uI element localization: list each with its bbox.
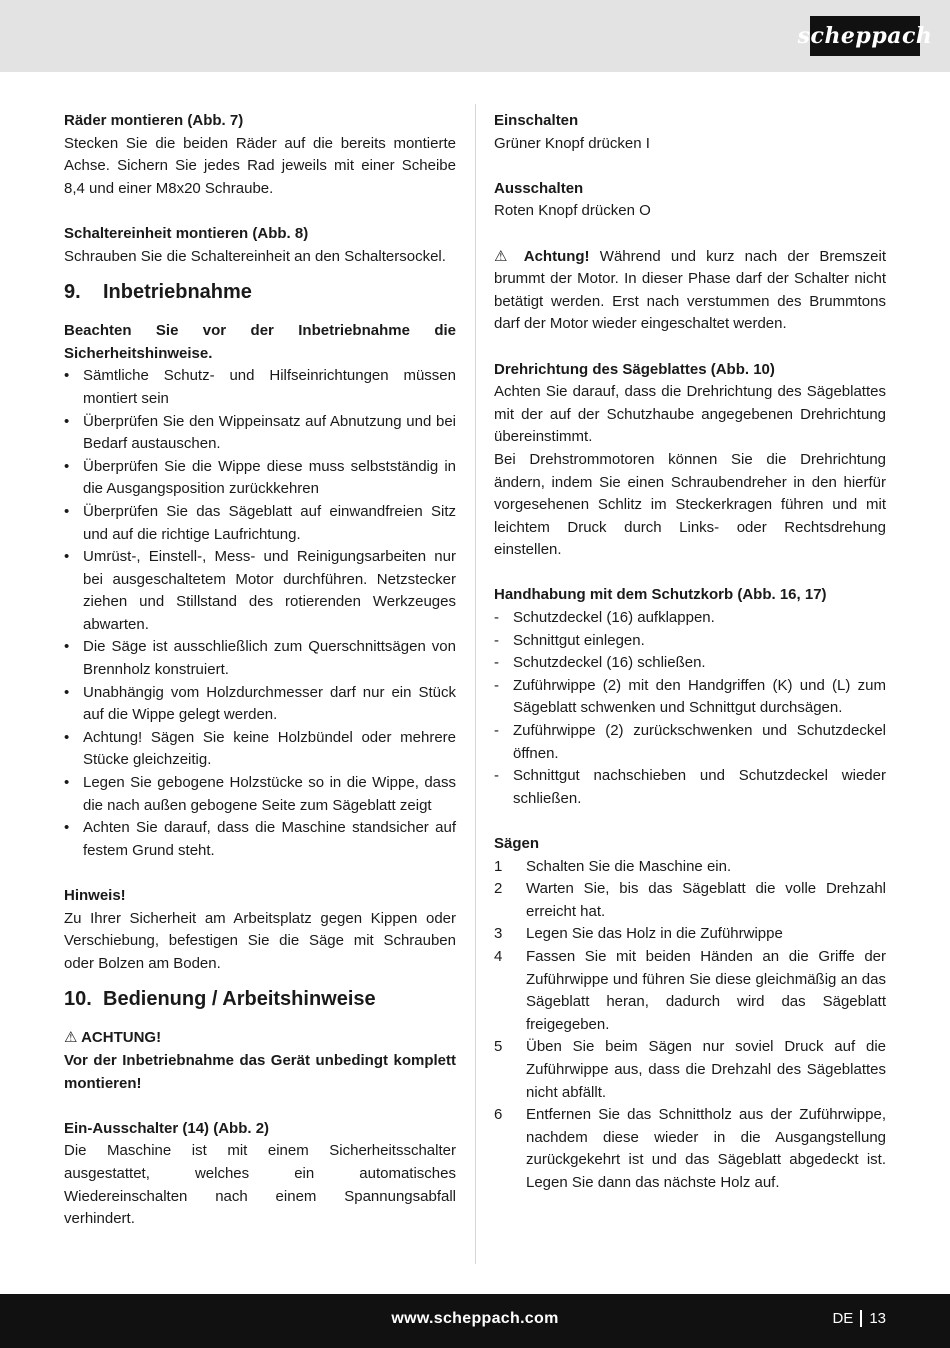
sawing-steps xyxy=(494,856,886,1195)
page-number: 13 xyxy=(869,1310,886,1327)
step-number: 3 xyxy=(494,925,503,943)
list-item: • Achten Sie darauf, dass die Maschine standsicher auf festem Grund steht. xyxy=(64,817,456,862)
on-text: Grüner Knopf drücken I xyxy=(494,134,650,152)
language-code: DE xyxy=(832,1310,854,1327)
caution-text: Während und kurz nach der Bremszeit brummt der Motor. In dieser Phase darf der Schalter nicht betätigt werden. Erst nach verstummen des Brummtons darf der Motor wieder eingeschaltet werden. xyxy=(494,247,887,333)
step-number: 5 xyxy=(494,1038,503,1056)
rotation-text-2: Bei Drehstrommotoren können Sie die Drehrichtung ändern, indem Sie einen Schraubendreher in den hierfür vorgesehenen Schlitz im Steckerkragen führen und mit leichtem Druck durch Links- oder Rechtsdrehung einstellen. xyxy=(494,450,886,559)
step-number: 4 xyxy=(494,947,503,965)
warning-heading xyxy=(64,1027,456,1050)
step-text: Fassen Sie mit beiden Händen an die Griffe der Zuführwippe und führen Sie diese gleichmäßig an das Sägeblatt heran, dadurch wird das Sägeblatt freigegeben. xyxy=(526,947,886,1033)
basket-steps xyxy=(494,607,886,810)
warning-triangle-icon: ⚠ xyxy=(494,247,514,265)
off-text: Roten Knopf drücken O xyxy=(494,202,651,220)
section-10-title xyxy=(64,985,456,1013)
list-item xyxy=(494,856,886,879)
list-item: - Schutzdeckel (16) schließen. xyxy=(494,652,886,675)
step-text: Üben Sie beim Sägen nur soviel Druck auf die Zuführwippe aus, dass die Drehzahl des Sägeblattes nicht abfällt. xyxy=(526,1038,886,1101)
page-separator xyxy=(860,1310,862,1327)
list-item: • Überprüfen Sie das Sägeblatt auf einwandfreien Sitz und auf die richtige Laufrichtung. xyxy=(64,501,456,546)
section-10-number: 10. xyxy=(64,988,92,1011)
list-item xyxy=(494,1036,886,1104)
step-text: Schalten Sie die Maschine ein. xyxy=(526,857,732,875)
list-item: • Sämtliche Schutz- und Hilfseinrichtungen müssen montiert sein xyxy=(64,365,456,410)
onoff-text: Die Maschine ist mit einem Sicherheitsschalter ausgestattet, welches ein automatisches Wiedereinschalten nach einem Spannungsabfall verhindert. xyxy=(64,1142,456,1228)
left-column xyxy=(64,110,456,1231)
list-item xyxy=(494,946,886,1036)
list-item: • Legen Sie gebogene Holzstücke so in die Wippe, dass die nach außen gebogene Seite zum Sägeblatt zeigt xyxy=(64,772,456,817)
list-item xyxy=(494,878,886,923)
switch-unit-heading: Schaltereinheit montieren (Abb. 8) xyxy=(64,224,309,242)
onoff-heading: Ein-Ausschalter (14) (Abb. 2) xyxy=(64,1119,270,1137)
basket-heading: Handhabung mit dem Schutzkorb (Abb. 16, 17) xyxy=(494,586,827,604)
warning-label: ACHTUNG! xyxy=(81,1029,162,1047)
warning-triangle-icon: ⚠ xyxy=(64,1029,78,1047)
off-heading: Ausschalten xyxy=(494,179,584,197)
list-item: • Umrüst-, Einstell-, Mess- und Reinigungsarbeiten nur bei ausgeschaltetem Motor durchführen. Netzstecker ziehen und Stillstand des rotierenden Werkzeuges abwarten. xyxy=(64,546,456,636)
step-number: 6 xyxy=(494,1106,503,1124)
section-9-number: 9. xyxy=(64,281,81,304)
rotation-text-1: Achten Sie darauf, dass die Drehrichtung des Sägeblattes mit der auf der Schutzhaube angegebenen Drehrichtung übereinstimmt. xyxy=(494,383,886,446)
step-number: 1 xyxy=(494,857,503,875)
step-text: Entfernen Sie das Schnittholz aus der Zuführwippe, nachdem diese wieder in die Ausgangstellung zurückgekehrt ist und das Sägeblatt abgedeckt ist. Legen Sie dann das nächste Holz auf. xyxy=(526,1106,886,1191)
step-number: 2 xyxy=(494,880,503,898)
safety-heading: Beachten Sie vor der Inbetriebnahme die Sicherheitshinweise. xyxy=(64,322,456,362)
caution-label: Achtung! xyxy=(523,247,590,265)
header-band xyxy=(0,0,950,72)
list-item xyxy=(494,923,886,946)
section-9-label: Inbetriebnahme xyxy=(103,281,252,304)
scheppach-logo: scheppach xyxy=(810,16,920,56)
list-item: - Schutzdeckel (16) aufklappen. xyxy=(494,607,886,630)
wheels-heading: Räder montieren (Abb. 7) xyxy=(64,112,244,129)
list-item: • Überprüfen Sie den Wippeinsatz auf Abnutzung und bei Bedarf austauschen. xyxy=(64,411,456,456)
list-item: • Die Säge ist ausschließlich zum Querschnittsägen von Brennholz konstruiert. xyxy=(64,636,456,681)
right-column xyxy=(494,110,886,1195)
note-text: Zu Ihrer Sicherheit am Arbeitsplatz gegen Kippen oder Verschiebung, befestigen Sie die Säge mit Schrauben oder Bolzen am Boden. xyxy=(64,909,456,972)
website-link[interactable]: www.scheppach.com xyxy=(391,1310,559,1327)
note-heading: Hinweis! xyxy=(64,887,126,904)
rotation-heading: Drehrichtung des Sägeblattes (Abb. 10) xyxy=(494,360,775,378)
wheels-text: Stecken Sie die beiden Räder auf die bereits montierte Achse. Sichern Sie jedes Rad jeweils mit einer Scheibe 8,4 und einer M8x20 Schraube. xyxy=(64,134,456,197)
list-item: - Schnittgut einlegen. xyxy=(494,630,886,653)
section-10-label: Bedienung / Arbeitshinweise xyxy=(103,988,376,1011)
step-text: Warten Sie, bis das Sägeblatt die volle Drehzahl erreicht hat. xyxy=(526,880,886,920)
list-item: - Schnittgut nachschieben und Schutzdeckel wieder schließen. xyxy=(494,765,886,810)
step-text: Legen Sie das Holz in die Zuführwippe xyxy=(526,925,783,943)
list-item xyxy=(494,1104,886,1194)
section-9-title xyxy=(64,278,456,306)
page-indicator xyxy=(832,1310,886,1327)
list-item: • Überprüfen Sie die Wippe diese muss selbstständig in die Ausgangsposition zurückkehren xyxy=(64,456,456,501)
switch-unit-text: Schrauben Sie die Schaltereinheit an den Schaltersockel. xyxy=(64,247,446,265)
list-item: - Zuführwippe (2) mit den Handgriffen (K) und (L) zum Sägeblatt schwenken und Schnittgut durchsägen. xyxy=(494,675,886,720)
list-item: • Achtung! Sägen Sie keine Holzbündel oder mehrere Stücke gleichzeitig. xyxy=(64,727,456,772)
list-item: • Unabhängig vom Holzdurchmesser darf nur ein Stück auf die Wippe gelegt werden. xyxy=(64,682,456,727)
on-heading: Einschalten xyxy=(494,112,579,129)
caution-paragraph xyxy=(494,246,886,336)
sawing-heading: Sägen xyxy=(494,835,540,852)
safety-list xyxy=(64,365,456,862)
footer-bar xyxy=(0,1294,950,1348)
warning-text: Vor der Inbetriebnahme das Gerät unbedingt komplett montieren! xyxy=(64,1051,456,1092)
list-item: - Zuführwippe (2) zurückschwenken und Schutzdeckel öffnen. xyxy=(494,720,886,765)
column-divider xyxy=(475,104,476,1264)
